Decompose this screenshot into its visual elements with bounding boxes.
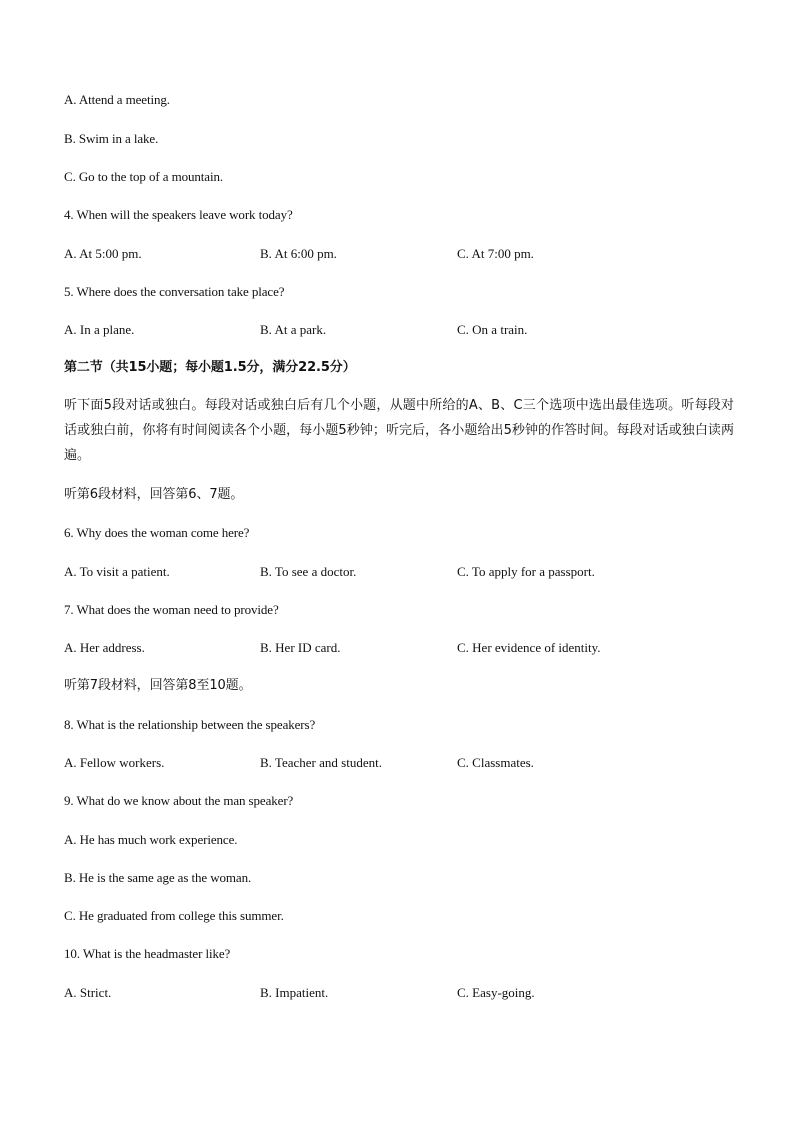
q7-option-a: A. Her address. [64,640,145,655]
q4-options [64,245,744,263]
q5-options [64,321,744,339]
q10-option-c: C. Easy-going. [457,985,535,1000]
q6-option-c: C. To apply for a passport. [457,564,595,579]
q10-option-b: B. Impatient. [260,985,329,1000]
material-7-heading: 听第7段材料，回答第8至10题。 [64,678,252,693]
q7-options [64,639,744,657]
q3-option-a: A. Attend a meeting. [64,92,170,107]
section-heading: 第二节（共15小题；每小题1.5分，满分22.5分） [64,360,356,375]
q3-option-c: C. Go to the top of a mountain. [64,169,224,184]
q5-question: 5. Where does the conversation take place? [64,284,285,299]
q3-option-b: B. Swim in a lake. [64,131,159,146]
q9-option-c: C. He graduated from college this summer. [64,908,284,923]
q5-option-c: C. On a train. [457,322,528,337]
q7-option-b: B. Her ID card. [260,640,341,655]
q4-option-c: C. At 7:00 pm. [457,246,534,261]
q9-option-b: B. He is the same age as the woman. [64,870,252,885]
q4-option-b: B. At 6:00 pm. [260,246,337,261]
q5-option-a: A. In a plane. [64,322,135,337]
q4-option-a: A. At 5:00 pm. [64,246,142,261]
q7-option-c: C. Her evidence of identity. [457,640,601,655]
q9-question: 9. What do we know about the man speaker? [64,793,294,808]
q5-option-b: B. At a park. [260,322,327,337]
q10-question: 10. What is the headmaster like? [64,946,231,961]
material-6-heading: 听第6段材料，回答第6、7题。 [64,487,244,502]
q6-options [64,563,744,581]
q6-question: 6. Why does the woman come here? [64,525,250,540]
q6-option-a: A. To visit a patient. [64,564,170,579]
q7-question: 7. What does the woman need to provide? [64,602,279,617]
q8-option-c: C. Classmates. [457,755,534,770]
q9-option-a: A. He has much work experience. [64,832,238,847]
section-instructions: 听下面5段对话或独白。每段对话或独白后有几个小题，从题中所给的A、B、C三个选项中选出最佳选项。听每段对话或独白前，你将有时间阅读各个小题，每小题5秒钟；听完后，各小题给出5秒钟的作答时间。每段对话或独白读两遍。 [64,398,734,463]
q8-question: 8. What is the relationship between the speakers? [64,717,316,732]
q10-options [64,984,744,1002]
q8-option-a: A. Fellow workers. [64,755,165,770]
q6-option-b: B. To see a doctor. [260,564,357,579]
q8-option-b: B. Teacher and student. [260,755,382,770]
q10-option-a: A. Strict. [64,985,112,1000]
q4-question: 4. When will the speakers leave work today? [64,207,293,222]
q8-options [64,754,744,772]
